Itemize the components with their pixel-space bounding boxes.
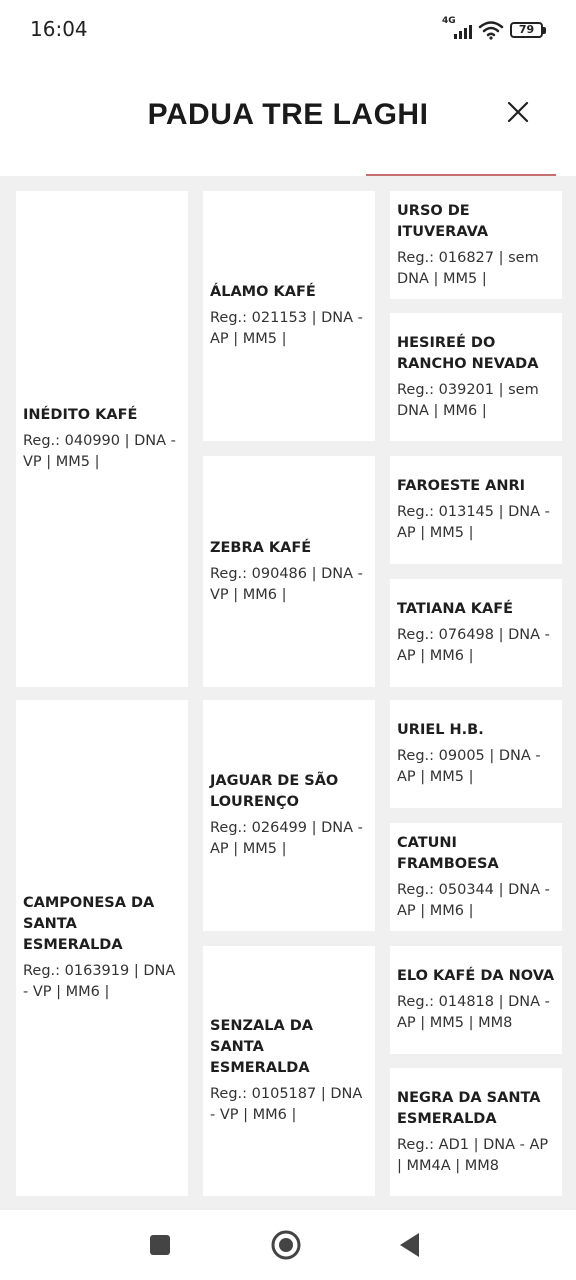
card-info: Reg.: 026499 | DNA - AP | MM5 | (210, 820, 363, 857)
card-info: Reg.: 014818 | DNA - AP | MM5 | MM8 (397, 994, 550, 1031)
pedigree-card-grandparent[interactable] (203, 946, 375, 1196)
card-name: URIEL H.B. (397, 722, 484, 738)
home-button[interactable] (266, 1227, 306, 1263)
close-icon (506, 100, 530, 124)
cellular-signal-icon (442, 16, 472, 41)
pedigree-card-great-grandparent[interactable] (390, 191, 562, 299)
card-name: HESIREÉ DO RANCHO NEVADA (397, 334, 539, 372)
status-bar (0, 0, 576, 60)
pedigree-card-great-grandparent[interactable] (390, 823, 562, 931)
pedigree-card-great-grandparent[interactable] (390, 579, 562, 687)
card-name: JAGUAR DE SÃO LOURENÇO (210, 773, 339, 810)
card-info: Reg.: 021153 | DNA - AP | MM5 | (210, 310, 363, 347)
recents-button[interactable] (140, 1227, 180, 1263)
square-icon (149, 1234, 171, 1256)
pedigree-card-great-grandparent[interactable] (390, 946, 562, 1054)
pedigree-tree (0, 176, 576, 1210)
card-name: ÁLAMO KAFÉ (210, 284, 316, 300)
network-type: 4G (442, 16, 456, 26)
pedigree-card-great-grandparent[interactable] (390, 313, 562, 441)
card-name: NEGRA DA SANTA ESMERALDA (397, 1089, 541, 1127)
pedigree-card-great-grandparent[interactable] (390, 456, 562, 564)
card-info: Reg.: 0105187 | DNA - VP | MM6 | (210, 1086, 363, 1123)
card-name: FAROESTE ANRI (397, 478, 526, 494)
card-info: Reg.: 076498 | DNA - AP | MM6 | (397, 627, 550, 664)
card-name: CAMPONESA DA SANTA ESMERALDA (23, 895, 155, 953)
status-time: 16:04 (30, 17, 88, 41)
card-name: URSO DE ITUVERAVA (397, 202, 489, 240)
card-name: CATUNI FRAMBOESA (397, 834, 499, 872)
card-name: INÉDITO KAFÉ (23, 407, 138, 423)
pedigree-card-grandparent[interactable] (203, 456, 375, 687)
circle-icon (270, 1229, 302, 1261)
back-triangle-icon (398, 1232, 422, 1258)
card-info: Reg.: 090486 | DNA - VP | MM6 | (210, 565, 363, 603)
pedigree-card-dam[interactable] (16, 700, 188, 1196)
pedigree-card-great-grandparent[interactable] (390, 700, 562, 808)
card-name: TATIANA KAFÉ (397, 601, 514, 617)
card-info: Reg.: 0163919 | DNA - VP | MM6 | (23, 963, 176, 1000)
card-info: Reg.: 016827 | sem DNA | MM5 | (397, 249, 539, 287)
card-info: Reg.: 039201 | sem DNA | MM6 | (397, 381, 539, 419)
pedigree-card-grandparent[interactable] (203, 191, 375, 441)
back-button[interactable] (390, 1227, 430, 1263)
close-button[interactable] (500, 94, 536, 130)
card-info: Reg.: 050344 | DNA - AP | MM6 | (397, 881, 550, 919)
card-info: Reg.: 09005 | DNA - AP | MM5 | (397, 748, 541, 785)
card-info: Reg.: 013145 | DNA - AP | MM5 | (397, 504, 550, 541)
status-icons (442, 17, 546, 43)
pedigree-card-great-grandparent[interactable] (390, 1068, 562, 1196)
card-name: SENZALA DA SANTA ESMERALDA (210, 1018, 313, 1076)
card-name: ZEBRA KAFÉ (210, 539, 312, 556)
page-title: PADUA TRE LAGHI (147, 98, 429, 131)
pedigree-card-grandparent[interactable] (203, 700, 375, 931)
battery-icon (510, 22, 546, 38)
card-info: Reg.: AD1 | DNA - AP | MM4A | MM8 (397, 1136, 549, 1174)
header (0, 60, 576, 176)
card-info: Reg.: 040990 | DNA - VP | MM5 | (23, 433, 176, 470)
pedigree-card-sire[interactable] (16, 191, 188, 687)
card-name: ELO KAFÉ DA NOVA (397, 968, 555, 984)
system-nav-bar (0, 1210, 576, 1280)
wifi-icon (478, 20, 504, 40)
battery-level: 79 (510, 22, 543, 38)
